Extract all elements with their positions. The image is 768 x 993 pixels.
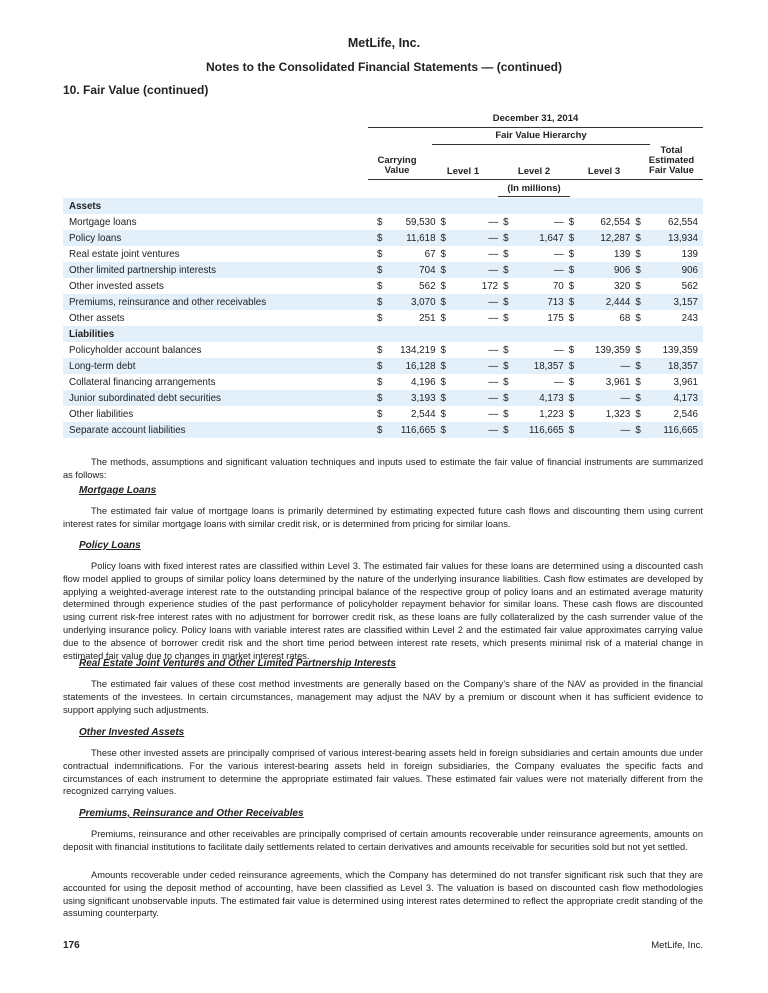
currency-symbol: $ xyxy=(440,248,446,260)
currency-symbol: $ xyxy=(503,312,509,324)
currency-symbol: $ xyxy=(503,344,509,356)
row-value: 2,544 xyxy=(411,408,436,420)
premiums-paragraph-1: Premiums, reinsurance and other receivables are principally comprised of certain amounts recoverable under reinsurance agreements, amounts on deposit with financial institutions to facilitate daily settlements related to certain derivatives and amounts receivable for securities sold but not yet settled. xyxy=(63,829,703,852)
row-label: Other invested assets xyxy=(69,280,164,292)
table-row xyxy=(63,246,703,262)
table-row xyxy=(63,358,703,374)
period-rule xyxy=(368,127,703,128)
table-row xyxy=(63,342,703,358)
row-value: 906 xyxy=(579,262,636,278)
row-value: — xyxy=(451,390,503,406)
currency-symbol: $ xyxy=(441,294,451,310)
row-value: 68 xyxy=(619,312,631,324)
row-value: 4,196 xyxy=(411,376,436,388)
row-value: 139,359 xyxy=(662,344,698,356)
row-label: Long-term debt xyxy=(63,358,377,374)
currency-symbol: $ xyxy=(569,358,579,374)
currency-symbol: $ xyxy=(635,312,641,324)
notes-title: Notes to the Consolidated Financial Statements — (continued) xyxy=(205,60,563,74)
row-value: 62,554 xyxy=(600,216,631,228)
row-label: Other limited partnership interests xyxy=(63,262,377,278)
row-value: 3,961 xyxy=(673,376,698,388)
table-row xyxy=(63,374,703,390)
row-label: Other assets xyxy=(69,312,125,324)
row-value: 251 xyxy=(419,312,436,324)
mortgage-loans-heading: Mortgage Loans xyxy=(79,485,157,496)
currency-symbol: $ xyxy=(635,358,645,374)
currency-symbol: $ xyxy=(503,294,513,310)
row-label: Mortgage loans xyxy=(69,216,137,228)
row-value: 4,173 xyxy=(645,390,703,406)
row-label: Other liabilities xyxy=(69,408,134,420)
units-rule xyxy=(498,196,570,197)
row-value: — xyxy=(488,248,499,260)
currency-symbol: $ xyxy=(569,230,579,246)
currency-symbol: $ xyxy=(635,344,641,356)
currency-symbol: $ xyxy=(503,262,513,278)
currency-symbol: $ xyxy=(568,216,575,228)
table-row xyxy=(63,390,703,406)
currency-symbol: $ xyxy=(441,230,451,246)
currency-symbol: $ xyxy=(376,408,383,420)
currency-symbol: $ xyxy=(503,422,513,438)
row-value: 16,128 xyxy=(387,358,441,374)
footer-company: MetLife, Inc. xyxy=(651,940,703,951)
row-value: — xyxy=(488,376,499,388)
currency-symbol: $ xyxy=(441,390,451,406)
currency-symbol: $ xyxy=(635,294,645,310)
row-label: Policyholder account balances xyxy=(69,344,202,356)
row-value: 243 xyxy=(681,312,698,324)
table-row xyxy=(63,278,703,294)
currency-symbol: $ xyxy=(569,262,579,278)
row-label: Policy loans xyxy=(63,230,377,246)
row-value: — xyxy=(579,390,636,406)
row-value: — xyxy=(553,248,564,260)
hierarchy-rule xyxy=(432,144,650,145)
currency-symbol: $ xyxy=(568,312,575,324)
other-invested-assets-heading: Other Invested Assets xyxy=(79,727,185,738)
currency-symbol: $ xyxy=(376,376,383,388)
currency-symbol: $ xyxy=(503,358,513,374)
row-value: — xyxy=(488,312,499,324)
mortgage-loans-paragraph: The estimated fair value of mortgage loans is primarily determined by estimating expected future cash flows and discounting them using current interest rates for similar mortgage loans with similar credit risk, or is determined from pricing for similar loans. xyxy=(63,506,703,529)
currency-symbol: $ xyxy=(376,312,383,324)
row-value: — xyxy=(488,216,499,228)
row-value: 3,157 xyxy=(645,294,703,310)
row-value: 906 xyxy=(645,262,703,278)
row-value: 134,219 xyxy=(400,344,436,356)
level1-header: Level 1 xyxy=(446,166,480,177)
row-value: 18,357 xyxy=(513,358,569,374)
currency-symbol: $ xyxy=(377,358,387,374)
currency-symbol: $ xyxy=(377,294,387,310)
row-value: 139 xyxy=(681,248,698,260)
row-value: 562 xyxy=(681,280,698,292)
row-value: 18,357 xyxy=(645,358,703,374)
row-value: 12,287 xyxy=(579,230,636,246)
row-value: 13,934 xyxy=(645,230,703,246)
row-label: Collateral financing arrangements xyxy=(69,376,216,388)
row-value: — xyxy=(488,344,499,356)
fair-value-table xyxy=(63,198,703,438)
row-value: 1,323 xyxy=(605,408,631,420)
currency-symbol: $ xyxy=(568,344,575,356)
row-value: — xyxy=(488,408,499,420)
row-label: Junior subordinated debt securities xyxy=(63,390,377,406)
currency-symbol: $ xyxy=(440,344,446,356)
row-value: 59,530 xyxy=(405,216,436,228)
table-row xyxy=(63,262,703,278)
row-value: 1,647 xyxy=(513,230,569,246)
currency-symbol: $ xyxy=(440,216,446,228)
row-value: — xyxy=(451,422,503,438)
row-value: 116,665 xyxy=(645,422,703,438)
currency-symbol: $ xyxy=(503,376,509,388)
currency-symbol: $ xyxy=(568,248,575,260)
table-row xyxy=(63,406,703,422)
currency-symbol: $ xyxy=(635,422,645,438)
currency-symbol: $ xyxy=(376,344,383,356)
row-value: 67 xyxy=(424,248,436,260)
currency-symbol: $ xyxy=(568,376,575,388)
row-value: — xyxy=(553,344,564,356)
policy-loans-heading: Policy Loans xyxy=(79,540,141,551)
period-header: December 31, 2014 xyxy=(492,113,579,124)
currency-symbol: $ xyxy=(503,248,509,260)
row-value: 713 xyxy=(513,294,569,310)
currency-symbol: $ xyxy=(635,280,641,292)
currency-symbol: $ xyxy=(440,376,446,388)
row-value: 11,618 xyxy=(387,230,441,246)
row-value: 3,961 xyxy=(605,376,631,388)
row-value: — xyxy=(553,216,564,228)
row-value: 62,554 xyxy=(668,216,698,228)
row-value: 320 xyxy=(613,280,631,292)
premiums-paragraph-2: Amounts recoverable under ceded reinsurance agreements, which the Company has determined do not transfer significant risk such that they are accounted for using the deposit method of accounting, have been classified as Level 3. The valuation is based on discounted cash flow methodologies using significant unobservable inputs. The estimated fair value is determined using interest rates determined to reflect the appropriate credit standing of the assuming counterparty. xyxy=(63,870,703,919)
currency-symbol: $ xyxy=(569,294,579,310)
row-value: — xyxy=(451,358,503,374)
row-label: Real estate joint ventures xyxy=(69,248,180,260)
row-value: 2,444 xyxy=(579,294,636,310)
currency-symbol: $ xyxy=(377,422,387,438)
row-value: — xyxy=(451,262,503,278)
currency-symbol: $ xyxy=(376,248,383,260)
row-value: 116,665 xyxy=(513,422,569,438)
row-value: 4,173 xyxy=(513,390,569,406)
intro-paragraph: The methods, assumptions and significant valuation techniques and inputs used to estimate the fair value of financial instruments are summarized as follows: xyxy=(63,457,703,480)
currency-symbol: $ xyxy=(569,390,579,406)
row-value: 2,546 xyxy=(673,408,698,420)
total-fair-value-header: Total Estimated Fair Value xyxy=(648,145,695,176)
table-row xyxy=(63,310,703,326)
row-label: Premiums, reinsurance and other receivables xyxy=(63,294,377,310)
carrying-value-header: Carrying Value xyxy=(377,155,417,176)
currency-symbol: $ xyxy=(440,280,446,292)
currency-symbol: $ xyxy=(440,408,446,420)
row-value: — xyxy=(553,376,564,388)
currency-symbol: $ xyxy=(568,408,575,420)
page-number: 176 xyxy=(63,940,80,951)
real-estate-paragraph: The estimated fair values of these cost method investments are generally based on the Company’s share of the NAV as provided in the financial statements of the investees. In certain circumstances, management may adjust the NAV by a premium or discount when it has sufficient evidence to support applying such adjustments. xyxy=(63,679,703,715)
currency-symbol: $ xyxy=(635,230,645,246)
currency-symbol: $ xyxy=(377,262,387,278)
currency-symbol: $ xyxy=(635,408,641,420)
row-value: — xyxy=(451,294,503,310)
currency-symbol: $ xyxy=(635,390,645,406)
currency-symbol: $ xyxy=(503,408,509,420)
row-value: 3,193 xyxy=(387,390,441,406)
currency-symbol: $ xyxy=(635,248,641,260)
row-value: 172 xyxy=(481,280,499,292)
row-value: 562 xyxy=(419,280,436,292)
currency-symbol: $ xyxy=(441,422,451,438)
row-value: — xyxy=(579,358,636,374)
row-value: 70 xyxy=(552,280,564,292)
other-invested-assets-paragraph: These other invested assets are principally comprised of various interest-bearing assets held in foreign subsidiaries and certain amounts due under contractual indemnifications. For the various interest-bearing assets held in foreign subsidiaries, the Company evaluates the specific facts and circumstances of each instrument to determine the appropriate estimated fair values. These estimated fair values were not materially different from the recognized carrying values. xyxy=(63,748,703,797)
policy-loans-paragraph: Policy loans with fixed interest rates are classified within Level 3. The estimated fair values for these loans are determined using a discounted cash flow model applied to groups of similar policy loans determined by the nature of the underlying insurance liabilities. Cash flow estimates are developed by applying a weighted-average interest rate to the outstanding principal balance of the respective group of policy loans and an estimated average maturity determined through experience studies of the past performance of policyholder repayment behavior for similar loans. These cash flows are discounted using current risk-free interest rates with no adjustment for borrower credit risk, as these loans are fully collateralized by the cash surrender value of the underlying insurance policy. Policy loans with variable interest rates are classified within Level 2 and the estimated fair value approximates carrying value due to the absence of borrower credit risk and the short time period between interest rate resets, which presents minimal risk of a material change in estimated fair value due to changes in market interest rates. xyxy=(63,561,703,661)
row-value: — xyxy=(579,422,636,438)
currency-symbol: $ xyxy=(569,422,579,438)
table-row xyxy=(63,230,703,246)
row-value: 116,665 xyxy=(387,422,441,438)
assets-heading xyxy=(63,198,703,214)
row-value: 139,359 xyxy=(594,344,631,356)
row-value: 175 xyxy=(547,312,564,324)
units-label: (In millions) xyxy=(507,183,561,194)
currency-symbol: $ xyxy=(503,216,509,228)
table-row xyxy=(63,214,703,230)
currency-symbol: $ xyxy=(635,376,641,388)
level3-header: Level 3 xyxy=(587,166,621,177)
column-header-rule xyxy=(368,179,703,180)
currency-symbol: $ xyxy=(440,312,446,324)
table-row xyxy=(63,422,703,438)
real-estate-heading: Real Estate Joint Ventures and Other Limited Partnership Interests xyxy=(79,658,396,669)
row-value: 704 xyxy=(387,262,441,278)
currency-symbol: $ xyxy=(376,280,383,292)
currency-symbol: $ xyxy=(441,262,451,278)
currency-symbol: $ xyxy=(376,216,383,228)
currency-symbol: $ xyxy=(568,280,575,292)
row-value: — xyxy=(513,262,569,278)
currency-symbol: $ xyxy=(635,216,641,228)
table-row xyxy=(63,294,703,310)
assets-heading-label: Assets xyxy=(63,198,703,214)
row-value: 3,070 xyxy=(387,294,441,310)
currency-symbol: $ xyxy=(503,230,513,246)
row-value: — xyxy=(451,230,503,246)
row-label: Separate account liabilities xyxy=(63,422,377,438)
section-title: 10. Fair Value (continued) xyxy=(63,83,209,97)
currency-symbol: $ xyxy=(503,280,509,292)
currency-symbol: $ xyxy=(503,390,513,406)
currency-symbol: $ xyxy=(377,390,387,406)
premiums-heading: Premiums, Reinsurance and Other Receivables xyxy=(79,808,304,819)
level2-header: Level 2 xyxy=(517,166,551,177)
currency-symbol: $ xyxy=(377,230,387,246)
hierarchy-header: Fair Value Hierarchy xyxy=(495,130,587,141)
row-value: 139 xyxy=(613,248,631,260)
currency-symbol: $ xyxy=(635,262,645,278)
company-header: MetLife, Inc. xyxy=(347,36,421,50)
liabilities-heading xyxy=(63,326,703,342)
row-value: 1,223 xyxy=(539,408,564,420)
liabilities-heading-label: Liabilities xyxy=(63,326,703,342)
currency-symbol: $ xyxy=(441,358,451,374)
